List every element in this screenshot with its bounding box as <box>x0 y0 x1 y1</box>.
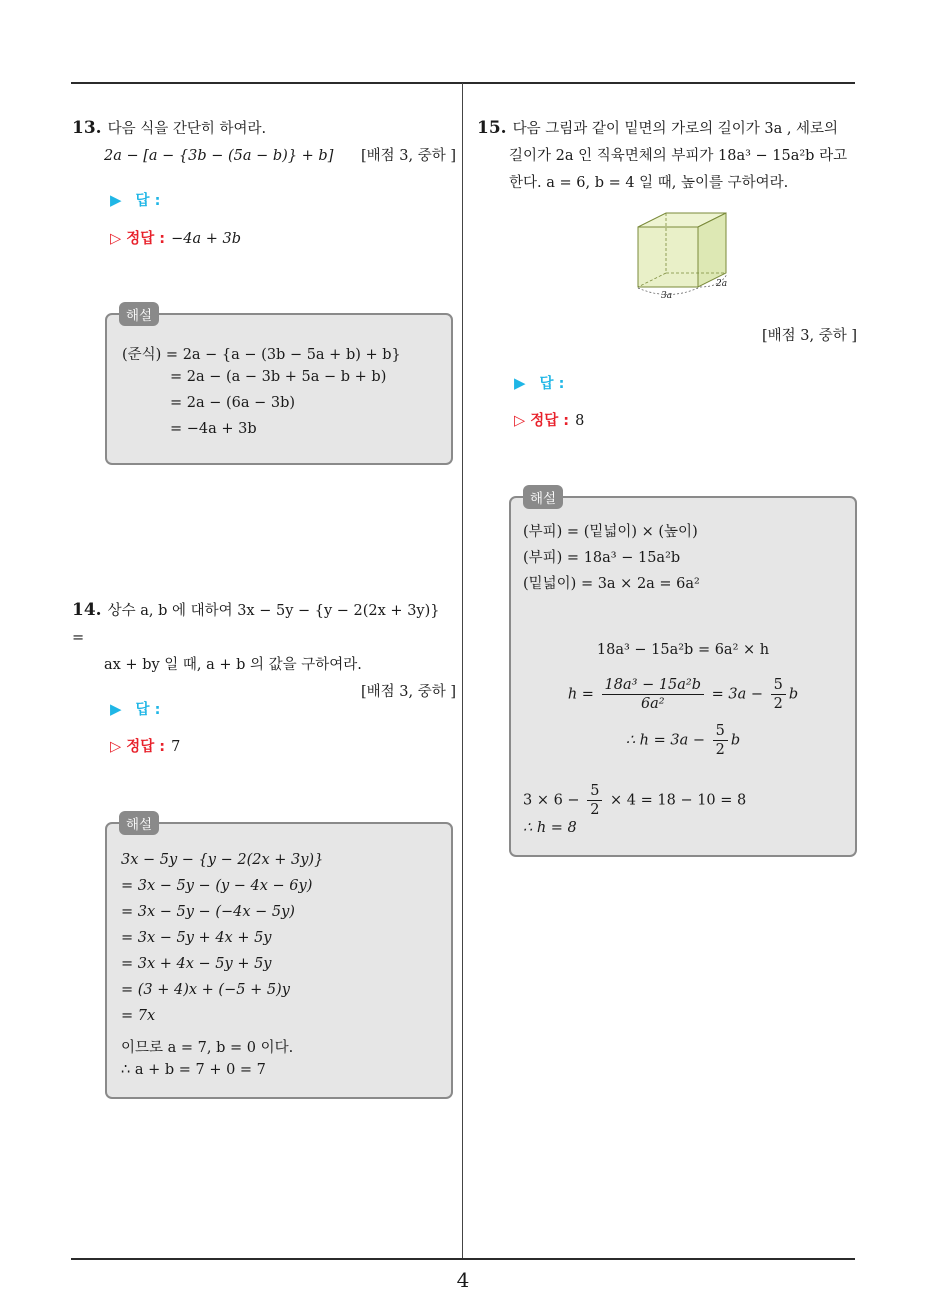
question-text: 길이가 2a 인 직육면체의 부피가 18a³ − 15a²b 라고 <box>509 148 848 164</box>
explanation-line: ∴ h = 8 <box>523 820 577 836</box>
correct-answer-line <box>110 227 241 248</box>
fraction <box>587 782 602 819</box>
fraction <box>771 676 786 713</box>
equation-text: ∴ h = 3a − <box>625 732 706 749</box>
play-triangle-icon: ▶ <box>110 191 122 209</box>
explanation-line: 이므로 a = 7, b = 0 이다. <box>121 1040 294 1056</box>
correct-label: 정답 : <box>126 231 166 247</box>
explanation-line: = 3x − 5y − (y − 4x − 6y) <box>121 878 313 894</box>
explanation-line: = 3x − 5y + 4x + 5y <box>121 930 272 946</box>
numerator: 5 <box>713 722 728 741</box>
answer-line <box>514 372 564 393</box>
correct-label: 정답 : <box>530 413 570 429</box>
play-triangle-icon: ▶ <box>514 374 526 392</box>
numerator: 5 <box>771 676 786 695</box>
explanation-line: = 2a − (6a − 3b) <box>170 395 296 411</box>
score-label: [배점 3, 중하 ] <box>761 328 857 344</box>
figure-depth-label: 2a <box>716 279 728 289</box>
equation-text: 3 × 6 − <box>523 792 580 809</box>
fraction <box>602 676 704 713</box>
explanation-tag: 해설 <box>523 485 563 509</box>
explanation-line: (부피) = 18a³ − 15a²b <box>523 550 681 566</box>
score-label: [배점 3, 중하 ] <box>360 148 456 164</box>
explanation-line: (밑넓이) = 3a × 2a = 6a² <box>523 576 700 592</box>
denominator: 2 <box>590 802 600 818</box>
numerator: 5 <box>587 782 602 801</box>
hollow-triangle-icon: ▷ <box>514 413 526 429</box>
equation-text: = 3a − <box>711 686 764 703</box>
question-13 <box>72 115 456 170</box>
explanation-line: ∴ a + b = 7 + 0 = 7 <box>121 1062 266 1078</box>
answer-line <box>110 189 160 210</box>
hollow-triangle-icon: ▷ <box>110 739 122 755</box>
equation-line: 18a³ − 15a²b = 6a² × h <box>596 642 770 658</box>
equation-text: b <box>788 686 799 703</box>
correct-value: 8 <box>575 413 585 429</box>
explanation-line: = 7x <box>121 1008 156 1024</box>
question-text: 다음 식을 간단히 하여라. <box>107 121 267 137</box>
explanation-line: = 3x − 5y − (−4x − 5y) <box>121 904 295 920</box>
column-divider <box>462 83 463 1259</box>
answer-label: 답 : <box>539 376 565 392</box>
cuboid-figure <box>628 205 743 305</box>
question-number: 13. <box>72 118 102 138</box>
equation-line <box>511 722 855 759</box>
explanation-line: = 2a − (a − 3b + 5a − b + b) <box>170 369 387 385</box>
denominator: 2 <box>773 696 783 712</box>
correct-value: 7 <box>171 739 181 755</box>
explanation-line: 3x − 5y − {y − 2(2x + 3y)} <box>121 852 324 868</box>
correct-answer-line <box>110 735 180 756</box>
explanation-line: (부피) = (밑넓이) × (높이) <box>523 524 698 540</box>
numerator: 18a³ − 15a²b <box>602 676 704 695</box>
equation-line <box>523 782 746 819</box>
explanation-line: = −4a + 3b <box>170 421 257 437</box>
play-triangle-icon: ▶ <box>110 700 122 718</box>
explanation-box <box>509 491 857 857</box>
explanation-tag: 해설 <box>119 302 159 326</box>
question-14 <box>72 597 456 706</box>
bottom-rule <box>71 1258 855 1260</box>
top-rule <box>71 82 855 84</box>
correct-label: 정답 : <box>126 739 166 755</box>
question-expression: 2a − [a − {3b − (5a − b)} + b] <box>104 148 334 164</box>
equation-text: × 4 = 18 − 10 = 8 <box>610 792 747 809</box>
question-text: 상수 a, b 에 대하여 3x − 5y − {y − 2(2x + 3y)} = <box>72 603 440 646</box>
explanation-line: (준식) = 2a − {a − (3b − 5a + b) + b} <box>122 347 401 363</box>
equation-text: b <box>730 732 741 749</box>
denominator: 2 <box>715 742 725 758</box>
explanation-tag: 해설 <box>119 811 159 835</box>
page-number: 4 <box>456 1268 470 1292</box>
correct-value: −4a + 3b <box>171 231 241 247</box>
fraction <box>713 722 728 759</box>
question-text: 한다. a = 6, b = 4 일 때, 높이를 구하여라. <box>509 175 789 191</box>
equation-text: h = <box>567 686 594 703</box>
question-number: 15. <box>477 118 507 138</box>
answer-label: 답 : <box>135 193 161 209</box>
answer-line <box>110 698 160 719</box>
question-15 <box>477 115 859 197</box>
answer-label: 답 : <box>135 702 161 718</box>
figure-width-label: 3a <box>661 291 673 301</box>
question-text: 다음 그림과 같이 밑면의 가로의 길이가 3a , 세로의 <box>512 121 839 137</box>
question-number: 14. <box>72 600 102 620</box>
explanation-box <box>105 308 453 465</box>
explanation-box <box>105 817 453 1099</box>
question-text: ax + by 일 때, a + b 의 값을 구하여라. <box>104 657 362 673</box>
hollow-triangle-icon: ▷ <box>110 231 122 247</box>
correct-answer-line <box>514 409 584 430</box>
explanation-line: = (3 + 4)x + (−5 + 5)y <box>121 982 290 998</box>
denominator: 6a² <box>640 696 665 712</box>
score-label: [배점 3, 중하 ] <box>360 684 456 700</box>
explanation-line: = 3x + 4x − 5y + 5y <box>121 956 272 972</box>
equation-line <box>511 676 855 713</box>
